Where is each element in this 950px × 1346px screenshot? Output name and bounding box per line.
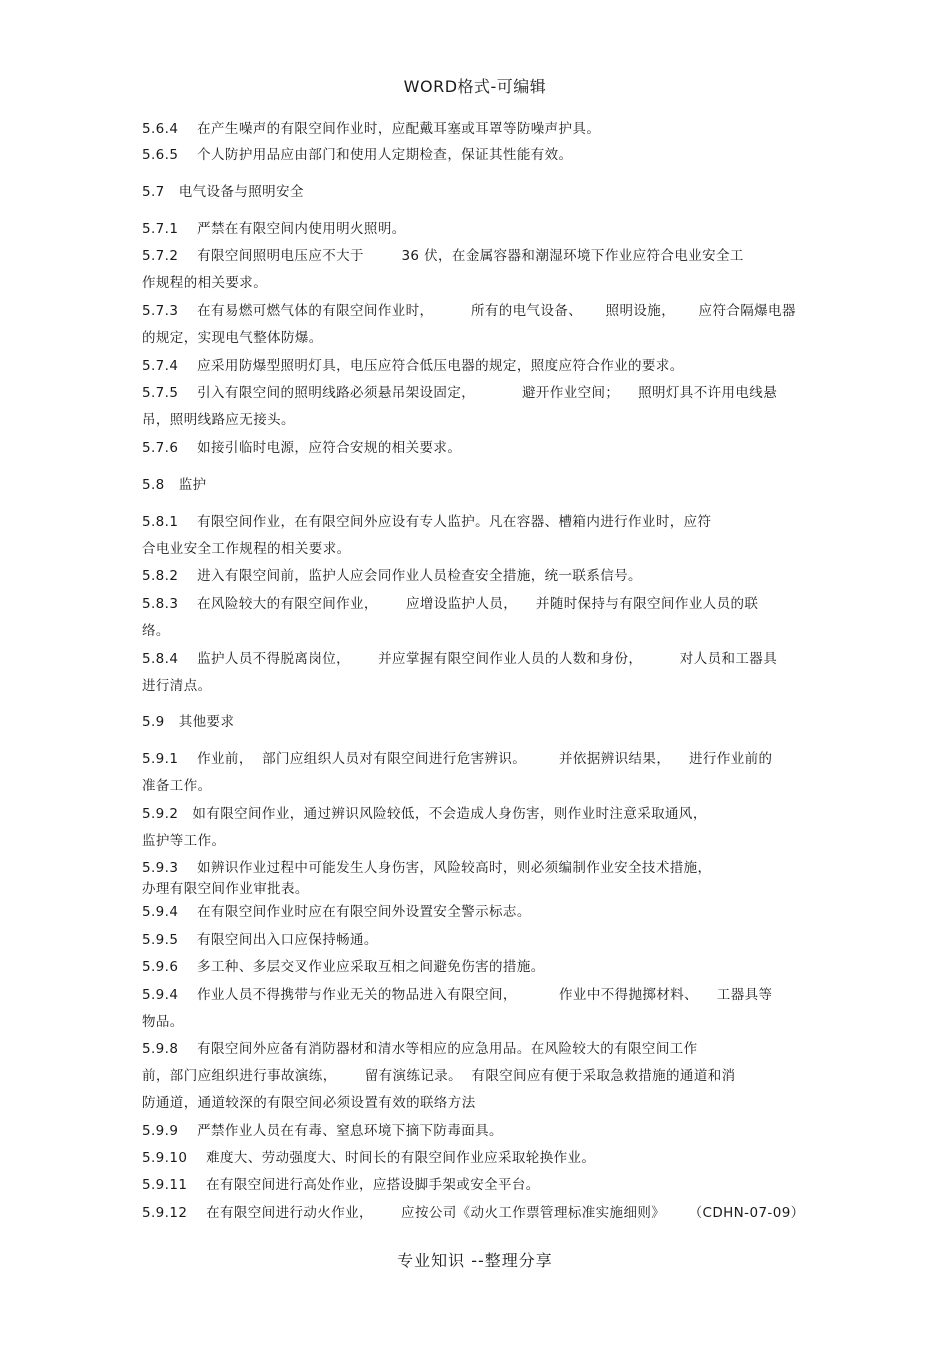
text-line: 物品。 xyxy=(142,1014,184,1030)
text-line: 5.8.2 进入有限空间前，监护人应会同作业人员检查安全措施，统一联系信号。 xyxy=(142,568,642,584)
text-line: 5.9.1 作业前， 部门应组织人员对有限空间进行危害辨识。 并依据辨识结果， 进行作业前的 xyxy=(142,751,773,767)
text-line: 前，部门应组织进行事故演练， 留有演练记录。 有限空间应有便于采取急救措施的通道和消 xyxy=(142,1068,736,1084)
text-line: 准备工作。 xyxy=(142,778,212,794)
section-heading: 5.9 其他要求 xyxy=(142,714,235,730)
text-line: 5.7.2 有限空间照明电压应不大于 36 伏，在金属容器和潮湿环境下作业应符合电业安全工 xyxy=(142,248,744,264)
text-line: 5.9.12 在有限空间进行动火作业， 应按公司《动火工作票管理标准实施细则》 （CDHN-07-09） xyxy=(142,1205,805,1221)
text-line: 5.8.1 有限空间作业，在有限空间外应设有专人监护。凡在容器、槽箱内进行作业时，应符 xyxy=(142,514,712,530)
text-line: 5.9.4 在有限空间作业时应在有限空间外设置安全警示标志。 xyxy=(142,904,531,920)
text-line: 吊，照明线路应无接头。 xyxy=(142,412,295,428)
text-line: 5.9.4 作业人员不得携带与作业无关的物品进入有限空间， 作业中不得抛掷材料、 工器具等 xyxy=(142,987,773,1003)
text-line: 5.9.3 如辨识作业过程中可能发生人身伤害，风险较高时，则必须编制作业安全技术措施， xyxy=(142,860,712,876)
text-line: 5.8.4 监护人员不得脱离岗位， 并应掌握有限空间作业人员的人数和身份， 对人员和工器具 xyxy=(142,651,778,667)
text-line: 5.6.4 在产生噪声的有限空间作业时，应配戴耳塞或耳罩等防噪声护具。 xyxy=(142,121,601,137)
text-line: 5.9.5 有限空间出入口应保持畅通。 xyxy=(142,932,378,948)
text-line: 5.7.6 如接引临时电源，应符合安规的相关要求。 xyxy=(142,440,462,456)
section-heading: 5.7 电气设备与照明安全 xyxy=(142,184,304,200)
text-line: 5.9.10 难度大、劳动强度大、时间长的有限空间作业应采取轮换作业。 xyxy=(142,1150,596,1166)
text-line: 的规定，实现电气整体防爆。 xyxy=(142,330,323,346)
text-line: 络。 xyxy=(142,623,170,639)
page-footer: 专业知识 --整理分享 xyxy=(397,1251,553,1270)
text-line: 5.9.11 在有限空间进行高处作业，应搭设脚手架或安全平台。 xyxy=(142,1177,540,1193)
text-line: 5.7.5 引入有限空间的照明线路必须悬吊架设固定， 避开作业空间； 照明灯具不许用电线悬 xyxy=(142,385,778,401)
text-line: 5.7.3 在有易燃可燃气体的有限空间作业时， 所有的电气设备、 照明设施， 应符合隔爆电器 xyxy=(142,303,796,319)
text-line: 防通道，通道较深的有限空间必须设置有效的联络方法 xyxy=(142,1095,476,1111)
text-line: 办理有限空间作业审批表。 xyxy=(142,881,309,897)
text-line: 5.7.1 严禁在有限空间内使用明火照明。 xyxy=(142,221,406,237)
text-line: 合电业安全工作规程的相关要求。 xyxy=(142,541,351,557)
text-line: 5.8.3 在风险较大的有限空间作业， 应增设监护人员， 并随时保持与有限空间作业人员的联 xyxy=(142,596,759,612)
text-line: 5.6.5 个人防护用品应由部门和使用人定期检查，保证其性能有效。 xyxy=(142,147,573,163)
text-line: 5.7.4 应采用防爆型照明灯具，电压应符合低压电器的规定，照度应符合作业的要求。 xyxy=(142,358,684,374)
text-line: 5.9.8 有限空间外应备有消防器材和清水等相应的应急用品。在风险较大的有限空间工作 xyxy=(142,1041,698,1057)
text-line: 5.9.9 严禁作业人员在有毒、窒息环境下摘下防毒面具。 xyxy=(142,1123,503,1139)
page-header: WORD格式-可编辑 xyxy=(403,77,547,96)
text-line: 监护等工作。 xyxy=(142,833,226,849)
text-line: 进行清点。 xyxy=(142,678,212,694)
text-line: 作规程的相关要求。 xyxy=(142,275,268,291)
text-line: 5.9.6 多工种、多层交叉作业应采取互相之间避免伤害的措施。 xyxy=(142,959,545,975)
text-line: 5.9.2 如有限空间作业，通过辨识风险较低，不会造成人身伤害，则作业时注意采取通风， xyxy=(142,806,707,822)
section-heading: 5.8 监护 xyxy=(142,477,207,493)
